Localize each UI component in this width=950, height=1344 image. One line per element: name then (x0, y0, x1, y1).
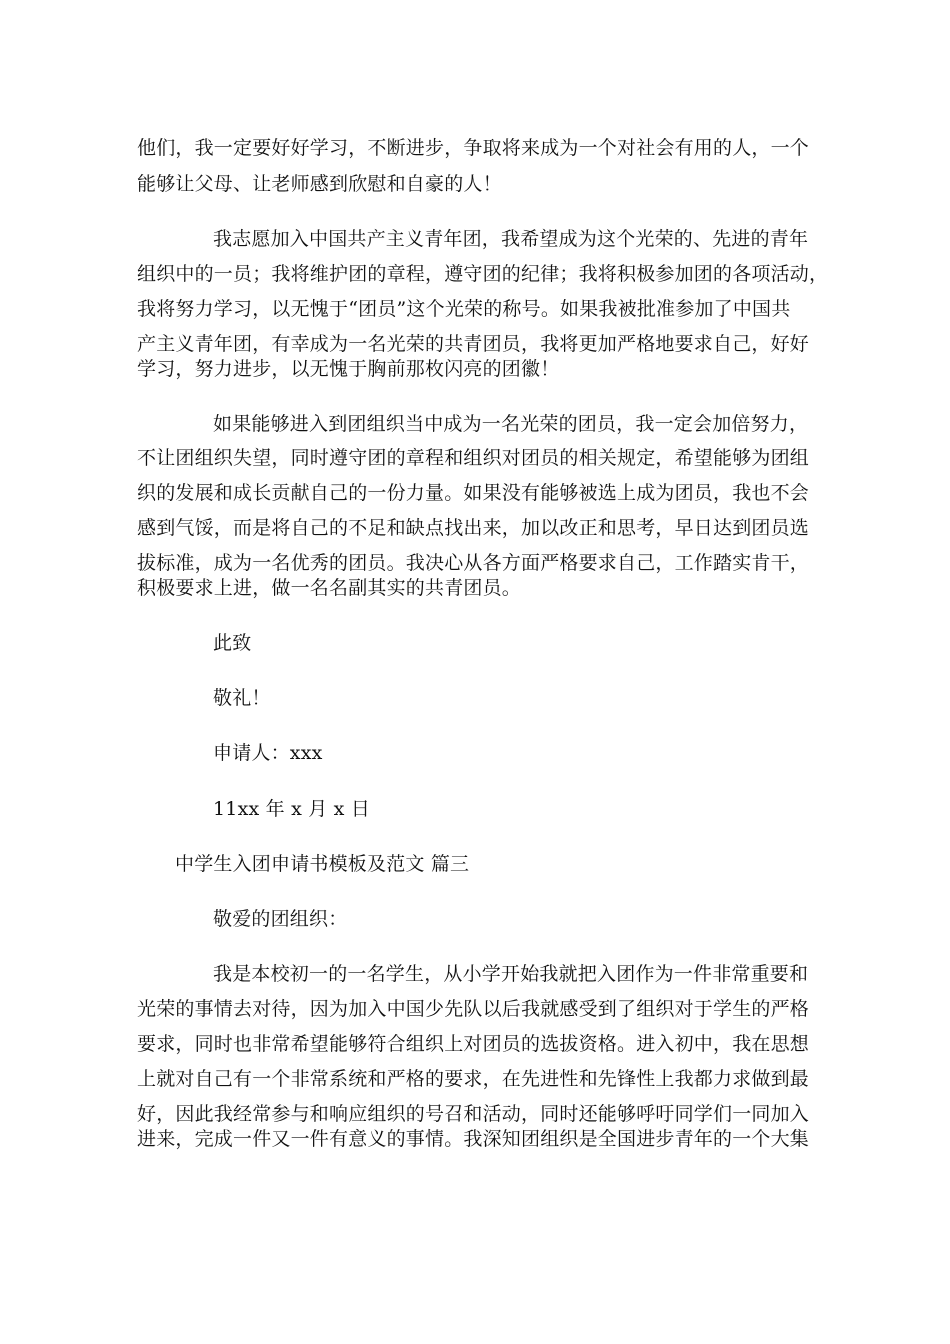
paragraph-line: 不让团组织失望，同时遵守团的章程和组织对团员的相关规定，希望能够为团组 (137, 447, 810, 469)
paragraph-line: 上就对自己有一个非常系统和严格的要求，在先进性和先锋性上我都力求做到最 (137, 1068, 810, 1090)
paragraph-line: 他们，我一定要好好学习，不断进步，争取将来成为一个对社会有用的人，一个 (137, 137, 810, 159)
paragraph-line: 积极要求上进，做一名名副其实的共青团员。 (137, 577, 522, 599)
closing-jingli: 敬礼！ (213, 687, 271, 709)
paragraph-line: 学习，努力进步，以无愧于胸前那枚闪亮的团徽！ (137, 358, 560, 380)
paragraph-line: 织的发展和成长贡献自己的一份力量。如果没有能够被选上成为团员，我也不会 (137, 482, 810, 504)
paragraph-line: 组织中的一员；我将维护团的章程，遵守团的纪律；我将积极参加团的各项活动， (137, 263, 829, 285)
paragraph-line: 要求，同时也非常希望能够符合组织上对团员的选拔资格。进入初中，我在思想 (137, 1033, 810, 1055)
paragraph-line: 我志愿加入中国共产主义青年团，我希望成为这个光荣的、先进的青年 (213, 228, 809, 250)
paragraph-line: 我将努力学习，以无愧于“团员”这个光荣的称号。如果我被批准参加了中国共 (137, 298, 791, 320)
paragraph-line: 我是本校初一的一名学生，从小学开始我就把入团作为一件非常重要和 (213, 963, 809, 985)
section-heading: 中学生入团申请书模板及范文 篇三 (175, 853, 470, 875)
paragraph-line: 产主义青年团，有幸成为一名光荣的共青团员，我将更加严格地要求自己，好好 (137, 333, 810, 355)
salutation: 敬爱的团组织： (213, 908, 348, 930)
paragraph-line: 拔标准，成为一名优秀的团员。我决心从各方面严格要求自己，工作踏实肯干， (137, 552, 810, 574)
paragraph-line: 能够让父母、让老师感到欣慰和自豪的人！ (137, 173, 502, 195)
paragraph-line: 感到气馁，而是将自己的不足和缺点找出来，加以改正和思考，早日达到团员选 (137, 517, 810, 539)
paragraph-line: 光荣的事情去对待，因为加入中国少先队以后我就感受到了组织对于学生的严格 (137, 998, 810, 1020)
applicant-signature: 申请人：xxx (213, 742, 323, 764)
paragraph-line: 进来，完成一件又一件有意义的事情。我深知团组织是全国进步青年的一个大集 (137, 1128, 810, 1150)
application-date: 11xx 年 x 月 x 日 (213, 798, 371, 820)
paragraph-line: 如果能够进入到团组织当中成为一名光荣的团员，我一定会加倍努力， (213, 413, 809, 435)
paragraph-line: 好，因此我经常参与和响应组织的号召和活动，同时还能够呼吁同学们一同加入 (137, 1103, 810, 1125)
closing-cizhi: 此致 (213, 632, 252, 654)
